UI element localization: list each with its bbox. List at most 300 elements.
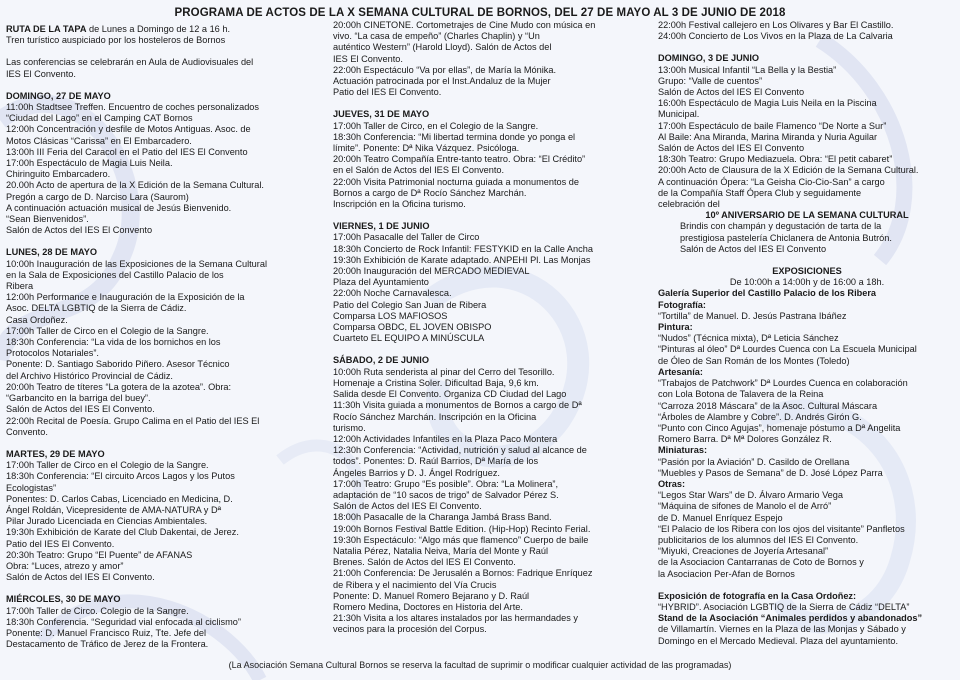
day-heading: MARTES, 29 DE MAYO [6,448,105,459]
exposiciones-hours: De 10:00h a 14:00h y de 16:00 a 18h. [729,277,885,288]
stand-line: de Villamartín. Viernes en la Plaza de las Monjas y Sábado y [658,624,906,635]
event-item [333,568,651,613]
event-description: Ponentes: D. Carlos Cabas, Licenciado en Medicina, D. [6,493,233,504]
event-description: Teatro: Grupo “El Puente” de AFANAS [36,549,193,560]
stand-heading: Stand de la Asociación “Animales perdidos y abandonados” [658,613,923,624]
event-description: Espectáculo de Magia Luis Neila. [36,158,173,169]
event-item [658,121,956,155]
exposicion-entry: de Óleo de San Román de los Montes (Toledo) [658,355,850,366]
event-description: Conferencia: De Jerusalén a Bornos: Fadrique Enríquez [363,568,593,579]
event-description: A continuación Ópera: “La Geisha Cio-Cio-San” a cargo [658,176,885,187]
exposicion-entry: “Árboles de Alambre y Cobre”. D. Andrés Girón G. [658,411,862,422]
event-item [6,337,321,382]
event-item [6,527,321,549]
event-description: Teatro: Grupo Mediazuela. Obra: “El petit cabaret” [688,154,893,165]
event-item [333,434,651,445]
event-description: Teatro de títeres “La gotera de la azotea”. Obra: [36,381,232,392]
event-time: 22:00h [333,176,364,187]
event-first-line [333,120,651,132]
event-time: 12:00h [6,292,37,303]
event-time: 19:30h [333,534,364,545]
aniversario-line: Brindis con champán y degustación de tarta de la [680,221,882,232]
event-first-line [333,400,651,411]
event-description: Ángel Roldán, Vicepresidente de AMA-NATURA y Dª [6,504,221,515]
column-3-top-events [658,20,956,42]
event-time: 20.00h [6,180,37,191]
event-time: 17:00h [6,460,37,471]
event-first-line [6,460,321,471]
event-time: 19:30h [333,254,364,265]
event-description: Stadtsee Treffen. Encuentro de coches personalizados [35,102,260,113]
event-description: “Sean Bienvenidos”. [6,214,89,225]
event-description: Natalia Pérez, Natalia Neiva, María del Monte y Raúl [333,545,548,556]
event-first-line [333,232,651,243]
event-description: “Ciudad del Lago” en el Camping CAT Bornos [6,113,193,124]
event-time: 20:00h [6,381,37,392]
exposicion-category: Fotografía: [658,299,706,310]
column-2 [333,20,651,636]
event-time: 19:00h [333,523,364,534]
exposicion-entry: “Trabajos de Patchwork” Dª Lourdes Cuenca en colaboración [658,378,908,389]
exposicion-category: Pintura: [658,322,693,333]
event-description: Romero Medina, Doctores en Historia del Arte. [333,601,523,612]
event-item [6,460,321,471]
event-first-line [333,243,651,255]
event-description: de Ribera y el nacimiento del Vía Crucis [333,579,497,590]
event-time: 18:30h [333,131,364,142]
exposiciones-heading: EXPOSICIONES [772,266,842,277]
day-heading: MIÉRCOLES, 30 DE MAYO [6,594,121,605]
event-time: 21:00h [333,568,364,579]
event-time: 18:30h [333,243,364,254]
event-description: Salón de Actos del IES El Convento. [6,404,155,415]
event-description: Comparsa OBDC, EL JOVEN OBISPO [333,322,492,333]
event-first-line [333,534,651,546]
event-item [658,31,956,42]
event-description: turismo. [333,422,366,433]
day-heading: SÁBADO, 2 DE JUNIO [333,355,429,366]
event-description: celebración del [658,199,720,210]
aniversario-heading: 10º ANIVERSARIO DE LA SEMANA CULTURAL [705,210,909,221]
event-time: 13:00h [658,64,689,75]
event-description: Protocolos Notariales”. [6,348,99,359]
exposicion-entry: de D. Manuel Enríquez Espejo [658,512,783,523]
exposicion-entry: con Lola Botona de Talavera de la Reina [658,389,824,400]
event-description: Brenes. Salón de Actos del IES El Convento. [333,557,516,568]
exposicion-entry: “Máquina de sifones de Manolo el de Arró” [658,501,832,512]
exposicion-entry: “Nudos” (Técnica mixta), Dª Leticia Sánchez [658,333,839,344]
day-heading-domingo-3: DOMINGO, 3 DE JUNIO [658,53,760,64]
spacer [6,438,321,449]
event-description: Conferencia: “El circuito Arcos Lagos y los Putos [36,471,235,482]
event-item [333,154,651,176]
event-item [658,20,956,31]
event-description: del Archivo Histórico Provincial de Cádiz. [6,370,173,381]
ruta-tapa-line [6,24,321,35]
event-time: 22:00h [333,288,364,299]
event-time: 20:00h [333,154,364,165]
event-description: Ponente: D. Manuel Romero Bejarano y D. Raúl [333,590,530,601]
event-item [6,382,321,416]
event-description: Ruta senderista al pinar del Cerro del Tesorillo. [363,366,555,377]
event-time: 20:30h [6,549,37,560]
event-description: Ponente: D. Manuel Francisco Ruiz, Tte. Jefe del [6,627,207,638]
event-item [6,471,321,527]
event-description: Performance e Inauguración de la Exposición de la [36,292,245,303]
event-description: Municipal. [658,109,700,120]
event-time: 22:00h [658,20,689,30]
event-description: Conferencia: “La vida de los bornichos en los [36,337,221,348]
event-first-line [333,154,651,165]
event-first-line [333,20,651,31]
event-time: 10:00h [6,258,37,269]
event-item [6,606,321,617]
event-first-line [6,292,321,303]
event-description: de la Compañía Staff Ópera Club y seguidamente [658,187,862,198]
event-description: Concierto de Rock Infantil: FESTYKID en la Calle Ancha [363,243,593,254]
event-description: Pasacalle del Taller de Circo [363,232,480,243]
aniversario-details [658,221,956,255]
event-time: 22:00h [6,415,37,426]
ruta-tapa-label: RUTA DE LA TAPA [6,24,87,34]
event-first-line [6,158,321,169]
event-description: vecinos para la procesión del Corpus. [333,624,487,635]
event-description: Patio del Colegio San Juan de Ribera [333,299,487,310]
event-item [333,479,651,513]
event-first-line [333,445,651,456]
event-description: Taller de Circo en el Colegio de la Sangre. [36,460,209,471]
exposiciones-sections [658,300,956,580]
event-description: Chiringuito Embarcadero. [6,169,111,180]
event-item [333,266,651,288]
event-description: Actividades Infantiles en la Plaza Paco Montera [363,433,558,444]
event-item [658,165,956,210]
event-item [6,326,321,337]
event-description: Casa Ordoñez. [6,314,68,325]
event-time: 20:00h [333,266,364,277]
event-time: 16:00h [658,98,689,109]
event-item [333,400,651,434]
event-item [333,613,651,635]
event-description: Espectáculo: “Algo más que flamenco” Cuerpo de baile [363,534,589,545]
event-time: 11:30h [333,400,363,411]
event-item [6,292,321,326]
aniversario-line: prestigiosa pastelería Chiclanera de Antonia Butrón. [680,232,892,243]
event-item [333,177,651,211]
event-description: Visita Patrimonial nocturna guiada a monumentos de [363,176,580,187]
exposicion-entry: “Pasión por la Aviación” D. Casildo de Orellana [658,456,850,467]
event-first-line [333,523,651,535]
event-description: Inauguración del MERCADO MEDIEVAL [363,266,530,277]
event-description: Salida desde El Convento. Organiza CD Ciudad del Lago [333,389,567,400]
conferencias-note-2: IES El Convento. [6,68,76,79]
event-time: 20:00h [658,165,689,176]
event-item [333,367,651,401]
exposicion-entry: “Legos Star Wars” de D. Álvaro Armario Vega [658,490,844,501]
domingo-3-events [658,65,956,211]
event-first-line [6,124,321,135]
event-description: Exhibición de Karate adaptado. ANPEHI Pl. Las Monjas [363,254,591,265]
event-description: Motos Clásicas “Carissa” en El Embarcadero. [6,135,192,146]
event-description: Acto de apertura de la X Edición de la Semana Cultural. [36,180,264,191]
event-time: 18:30h [6,471,37,482]
day-heading: DOMINGO, 27 DE MAYO [6,90,111,101]
footer-note: (La Asociación Semana Cultural Bornos se reserva la facultad de suprimir o modificar cualquier actividad de las programadas) [228,660,732,670]
column-3 [658,20,956,647]
event-item [333,232,651,243]
event-description: Conferencia: “Actividad, nutrición y salud al alcance de [363,445,587,456]
event-first-line [6,102,321,113]
exposicion-entry: “Tortilla” de Manuel. D. Jesús Pastrana Ibáñez [658,310,847,321]
event-description: CINETONE. Cortometrajes de Cine Mudo con música en [363,20,596,30]
event-description: Noche Carnavalesca. [363,288,452,299]
event-time: 13:00h [6,146,37,157]
event-item [333,65,651,99]
event-description: todos”. Ponentes: D. Raúl Barrios, Dª María de los [333,456,539,467]
exposicion-entry: de la Asociacion Cantarranas de Coto de Bornos y [658,557,864,568]
event-item [333,512,651,523]
exposicion-entry: “Punto con Cinco Agujas”, homenaje póstumo a Dª Angelita [658,422,901,433]
event-description: Visita a los altares instalados por las hermandades y [363,613,578,624]
stand-line: Domingo en el Mercado Medieval. Plaza del ayuntamiento. [658,635,899,646]
event-description: Acto de Clausura de la X Edición de la Semana Cultural. [688,165,919,176]
event-description: Taller de Circo en el Colegio de la Sangre. [36,325,209,336]
event-first-line [658,98,956,109]
event-first-line [333,512,651,523]
event-item [333,20,651,65]
event-time: 18:30h [6,337,37,348]
event-description: Espectáculo “Va por ellas”, de María la Mónika. [363,64,557,75]
event-item [6,147,321,158]
event-time: 17:00h [333,120,364,131]
event-time: 18:30h [658,154,689,165]
event-first-line [6,180,321,191]
event-first-line [6,381,321,393]
galeria-heading: Galería Superior del Castillo Palacio de los Ribera [658,288,877,299]
event-description: Patio del IES El Convento. [6,538,115,549]
event-description: Concierto de Los Vivos en la Plaza de La Calvaria [688,31,893,42]
event-first-line [658,165,956,176]
day-heading: LUNES, 28 DE MAYO [6,247,98,258]
exposicion-category: Miniaturas: [658,445,708,456]
event-item [6,180,321,236]
event-time: 19:30h [6,527,37,538]
event-time: 17:00h [6,325,37,336]
event-time: 20:00h [333,20,364,30]
event-first-line [6,146,321,158]
event-description: Ángeles Barrios y D. J. Ángel Rodríguez. [333,467,500,478]
event-description: Comparsa LOS MAFIOSOS [333,310,448,321]
event-description: Concentración y desfile de Motos Antiguas. Asoc. de [36,124,251,135]
casa-ordonez-text: “HYBRID”. Asociación LGBTIQ de la Sierra de Cádiz “DELTA” [658,601,910,612]
event-time: 17:00h [333,478,364,489]
exposicion-entry: “El Palacio de los Ribera con los ojos del visitante” Panfletos [658,523,905,534]
event-item [333,535,651,569]
event-first-line [658,64,956,76]
exposicion-entry: la Asociacion Per-Afan de Bornos [658,568,795,579]
event-item [6,416,321,438]
event-description: Pasacalle de la Charanga Jambá Brass Band. [363,512,552,523]
event-description: Conferencia: “Mi libertad termina donde yo ponga el [363,131,576,142]
event-first-line [658,31,956,42]
event-item [658,65,956,99]
event-first-line [658,20,956,31]
page-title: PROGRAMA DE ACTOS DE LA X SEMANA CULTURAL DE BORNOS, DEL 27 DE MAYO AL 3 DE JUNIO DE 2018 [174,7,786,19]
event-description: Teatro Compañía Entre-tanto teatro. Obra: “El Crédito” [363,154,586,165]
event-first-line [6,415,321,427]
event-first-line [333,288,651,299]
event-description: III Feria del Caracol en el Patio del IES El Convento [36,146,248,157]
event-description: Salón de Actos del IES El Convento [658,143,805,154]
day-heading: JUEVES, 31 DE MAYO [333,109,430,120]
event-item [333,445,651,479]
event-description: Al Baile: Ana Miranda, Marina Miranda y Nuria Aguilar [658,131,878,142]
event-time: 12:30h [333,445,364,456]
event-description: IES El Convento. [333,53,403,64]
column-2-days [333,20,651,636]
event-item [6,124,321,146]
exposicion-entry: “Carroza 2018 Máscara” de la Asoc. Cultural Máscara [658,400,878,411]
event-first-line [658,120,956,132]
event-item [333,255,651,266]
event-first-line [333,254,651,266]
event-item [6,102,321,124]
event-description: Festival callejero en Los Olivares y Bar El Castillo. [688,20,894,30]
column-1 [6,24,321,650]
event-first-line [6,605,321,617]
event-description: Obra: “Luces, atrezo y amor” [6,560,124,571]
event-first-line [333,131,651,143]
event-description: Salón de Actos del IES El Convento. [6,572,155,583]
event-description: Inauguración de las Exposiciones de la Semana Cultural [36,258,267,269]
exposicion-category: Otras: [658,478,686,489]
event-description: Salón de Actos del IES El Convento. [333,501,482,512]
event-first-line [333,433,651,445]
event-item [333,121,651,132]
event-time: 21:30h [333,613,364,624]
exposicion-entry: Romero Barra. Dª Mª Dolores González R. [658,434,832,445]
event-first-line [333,568,651,579]
event-time: 18:30h [6,616,37,627]
event-first-line [6,471,321,482]
event-time: 18:00h [333,512,364,523]
spacer [6,583,321,594]
event-first-line [333,366,651,378]
column-1-days [6,91,321,651]
event-time: 17:00h [333,232,364,243]
event-description: Grupo: “Valle de cuentos” [658,75,763,86]
event-item [333,288,651,344]
aniversario-line: Salón de Actos del IES El Convento [680,243,827,254]
event-description: Visita guiada a monumentos de Bornos a cargo de Dª [362,400,582,411]
event-description: Pilar Jurado Licenciada en Ciencias Ambientales. [6,516,208,527]
event-item [333,244,651,255]
event-description: Cuarteto EL EQUIPO A MINÚSCULA [333,333,485,344]
event-description: límite”. Ponente: Dª Nika Vázquez. Psicóloga. [333,143,520,154]
event-description: Bornos a cargo de Dª Rocío Sánchez Marchán. [333,187,527,198]
event-description: Recital de Poesía. Grupo Calima en el Patio del IES El [36,415,260,426]
event-item [333,132,651,154]
event-time: 11:00h [6,102,36,113]
event-item [6,617,321,651]
spacer [333,210,651,221]
stand-details [658,624,956,646]
event-description: Taller de Circo. Colegio de la Sangre. [36,605,189,616]
event-description: Musical Infantil “La Bella y la Bestia” [688,64,837,75]
exposicion-entry: “Miyuki, Creaciones de Joyería Artesanal” [658,546,829,557]
event-first-line [333,266,651,277]
event-first-line [6,527,321,538]
exposicion-entry: publicitarios de los alumnos del IES El Convento. [658,534,859,545]
event-item [6,550,321,584]
event-description: en el Salón de Actos del IES El Convento. [333,165,505,176]
event-item [658,98,956,120]
event-description: Actuación patrocinada por el Inst.Andaluz de la Mujer [333,76,551,87]
event-first-line [6,616,321,628]
exposicion-entry: “Pinturas al óleo” Dª Lourdes Cuenca con La Escuela Municipal [658,344,917,355]
event-description: Espectáculo de Magia Luis Neila en la Piscina [688,98,877,109]
event-description: Ponente: D. Santiago Saborido Piñero. Asesor Técnico [6,359,230,370]
event-first-line [6,325,321,337]
event-time: 12:00h [6,124,37,135]
exposicion-category: Artesanía: [658,366,703,377]
event-description: vivo. “La casa de empeño” (Charles Chaplin) y “Un [333,31,540,42]
event-description: auténtico Western” (Harold Lloyd). Salón de Actos del [333,42,552,53]
event-description: Salón de Actos del IES El Convento [658,87,805,98]
event-first-line [6,549,321,561]
event-first-line [333,613,651,624]
event-description: adaptación de “10 sacos de trigo” de Salvador Pérez S. [333,489,559,500]
event-first-line [333,64,651,76]
event-time: 22:00h [333,64,364,75]
day-heading: VIERNES, 1 DE JUNIO [333,221,430,232]
event-description: Homenaje a Cristina Soler. Dificultad Baja, 9,6 km. [333,377,539,388]
event-time: 17:00h [6,158,37,169]
event-time: 17:00h [6,605,37,616]
event-description: Espectáculo de baile Flamenco “De Norte a Sur” [688,120,887,131]
event-description: Salón de Actos del IES El Convento [6,225,153,236]
event-description: en la Sala de Exposiciones del Castillo Palacio de los [6,269,224,280]
spacer [333,98,651,109]
event-item [333,524,651,535]
event-description: Convento. [6,426,48,437]
event-item [6,158,321,180]
spacer [333,344,651,355]
tren-line: Tren turístico auspiciado por los hosteleros de Bornos [6,35,226,46]
event-first-line [658,154,956,165]
event-description: Taller de Circo, en el Colegio de la Sangre. [363,120,539,131]
event-description: Exhibición de Karate del Club Dakentai, de Jerez. [36,527,239,538]
spacer [6,236,321,247]
event-description: A continuación actuación musical de Jesús Bienvenido. [6,202,232,213]
event-item [6,259,321,293]
event-description: Ecologistas” [6,482,57,493]
event-description: Ribera [6,281,34,292]
event-description: Conferencia. “Seguridad vial enfocada al ciclismo” [36,616,241,627]
event-time: 10:00h [333,366,364,377]
event-description: Bornos Festival Battle Edition. (Hip-Hop) Recinto Ferial. [363,523,591,534]
event-time: 24:00h [658,31,689,42]
event-description: Destacamento de Tráfico de Jerez de la Frontera. [6,639,209,650]
exposicion-entry: “Muebles y Pasos de Semana” de D. José López Parra [658,467,883,478]
event-first-line [6,337,321,348]
event-description: Pregón a cargo de D. Narciso Lara (Saurom) [6,191,189,202]
event-time: 17:00h [658,120,689,131]
ruta-tapa-text: de Lunes a Domingo de 12 a 16 h. [86,24,231,34]
event-description: Asoc. DELTA LGBTIQ de la Sierra de Cádiz. [6,303,187,314]
event-first-line [333,478,651,490]
event-item [658,154,956,165]
